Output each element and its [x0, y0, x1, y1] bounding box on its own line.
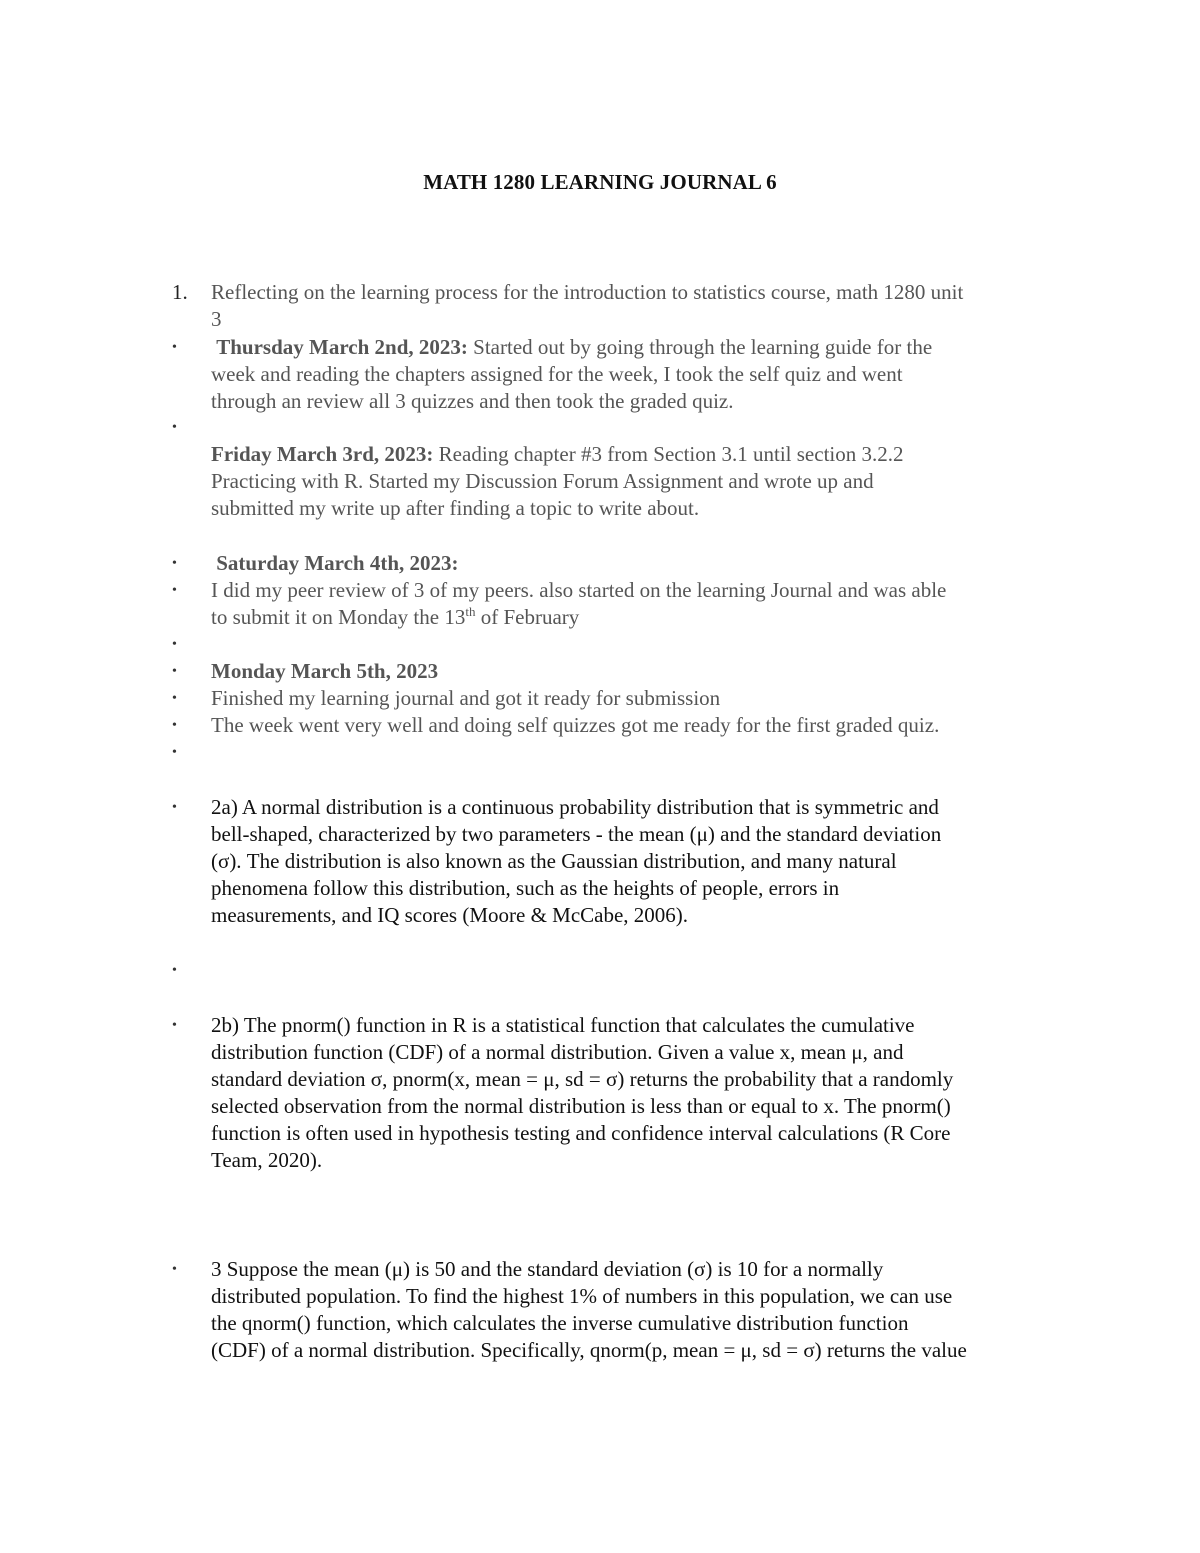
entry-date-label: Saturday March 4th, 2023:	[216, 551, 459, 575]
list-item-text: Friday March 3rd, 2023: Reading chapter #3 from Section 3.1 until section 3.2.2 Practicing with R. Started my Discussion Forum Assignment and wrote up and submitted my write up after finding a topic to write about.	[211, 442, 904, 520]
bullet-icon: •	[172, 583, 177, 598]
list-item-text: Finished my learning journal and got it ready for submission	[211, 686, 721, 710]
entry-date-label: Monday March 5th, 2023	[211, 659, 439, 683]
bullet-icon: •	[172, 745, 177, 760]
paragraph: 3 Suppose the mean (μ) is 50 and the standard deviation (σ) is 10 for a normally distributed population. To find the highest 1% of numbers in this population, we can use the qnorm() function, which calculates the inverse cumulative distribution function (CDF) of a normal distribution. Specifically, qnorm(p, mean = μ, sd = σ) returns the value	[211, 1257, 967, 1362]
list-item-text: I did my peer review of 3 of my peers. also started on the learning Journal and was able to submit it on Monday the 13th of February	[211, 578, 947, 629]
paragraph: 2a) A normal distribution is a continuous probability distribution that is symmetric and bell-shaped, characterized by two parameters - the mean (μ) and the standard deviation (σ). The distribution is also known as the Gaussian distribution, and many natural phenomena follow this distribution, such as the heights of people, errors in measurements, and IQ scores (Moore & McCabe, 2006).	[211, 795, 942, 927]
bullet-icon: •	[172, 718, 177, 733]
bullet-icon: •	[172, 691, 177, 706]
bullet-icon: •	[172, 556, 177, 571]
list-item-text: The week went very well and doing self quizzes got me ready for the first graded quiz.	[211, 713, 940, 737]
list-number: 1.	[172, 280, 188, 304]
bullet-icon: •	[172, 637, 177, 652]
list-item-text: Reflecting on the learning process for the introduction to statistics course, math 1280 unit 3	[211, 280, 964, 331]
bullet-icon: •	[172, 664, 177, 679]
list-item-text: Thursday March 2nd, 2023: Started out by going through the learning guide for the week and reading the chapters assigned for the week, I took the self quiz and went through an review all 3 quizzes and then took the graded quiz.	[211, 335, 933, 413]
bullet-icon: •	[172, 1018, 177, 1033]
bullet-icon: •	[172, 963, 177, 978]
document-title: MATH 1280 LEARNING JOURNAL 6	[423, 170, 777, 194]
bullet-icon: •	[172, 420, 177, 435]
bullet-icon: •	[172, 1262, 177, 1277]
bullet-icon: •	[172, 340, 177, 355]
bullet-icon: •	[172, 800, 177, 815]
entry-date-label: Friday March 3rd, 2023:	[211, 442, 434, 466]
entry-date-label: Thursday March 2nd, 2023:	[216, 335, 468, 359]
paragraph: 2b) The pnorm() function in R is a statistical function that calculates the cumulative distribution function (CDF) of a normal distribution. Given a value x, mean μ, and standard deviation σ, pnorm(x, mean = μ, sd = σ) returns the probability that a randomly selected observation from the normal distribution is less than or equal to x. The pnorm() function is often used in hypothesis testing and confidence interval calculations (R Core Team, 2020).	[211, 1013, 954, 1172]
